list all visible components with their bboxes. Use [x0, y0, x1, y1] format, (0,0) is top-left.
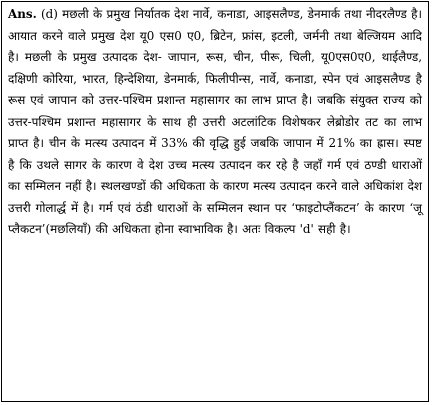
answer-box: [1, 1, 429, 402]
answer-paragraph: [8, 4, 422, 241]
answer-label: Ans.: [8, 7, 37, 21]
option-marker: (d): [41, 7, 58, 21]
answer-text: मछली के प्रमुख निर्यातक देश नार्वे, कनाडा, आइसलैण्ड, डेनमार्क तथा नीदरलैण्ड है। आयात करने वाले प्रमुख देश यू0 एस0 ए0, ब्रिटेन, फ्रांस, इटली, जर्मनी तथा बेल्जियम आदि है। मछली के प्रमुख उत्पादक देश- जापान, रूस, चीन, पीरू, चिली, यू0एस0ए0, थाईलैण्ड, दक्षिणी कोरिया, भारत, हिन्देशिया, डेनमार्क, फिलीपीन्स, नार्वे, कनाडा, स्पेन एवं आइसलैण्ड है रूस एवं जापान को उत्तर-पश्चिम प्रशान्त महासागर का लाभ प्राप्त है। जबकि संयुक्त राज्य को उत्तर-पश्चिम प्रशान्त महासागर के साथ ही उत्तरी अटलांटिक विशेषकर लेब्रोडोर तट का लाभ प्राप्त है। चीन के मत्स्य उत्पादन में 33% की वृद्धि हुई जबकि जापान में 21% का ह्रास। स्पष्ट है कि उथले सागर के कारण वे देश उच्च मत्स्य उत्पादन कर रहे है जहाँ गर्म एवं ठण्डी धाराओं का सम्मिलन नहीं है। स्थलखण्डों की अधिकता के कारण मत्स्य उत्पादन करने वाले अधिकांश देश उत्तरी गोलार्द्ध में है। गर्म एवं ठंडी धाराओं के सम्मिलन स्थान पर ‘फाइटोप्लैंकटन’ के कारण ‘जू प्लैकटन’(मछलियाँ) की अधिकता होना स्वाभाविक है। अतः विकल्प 'd' सही है।: [8, 7, 423, 236]
